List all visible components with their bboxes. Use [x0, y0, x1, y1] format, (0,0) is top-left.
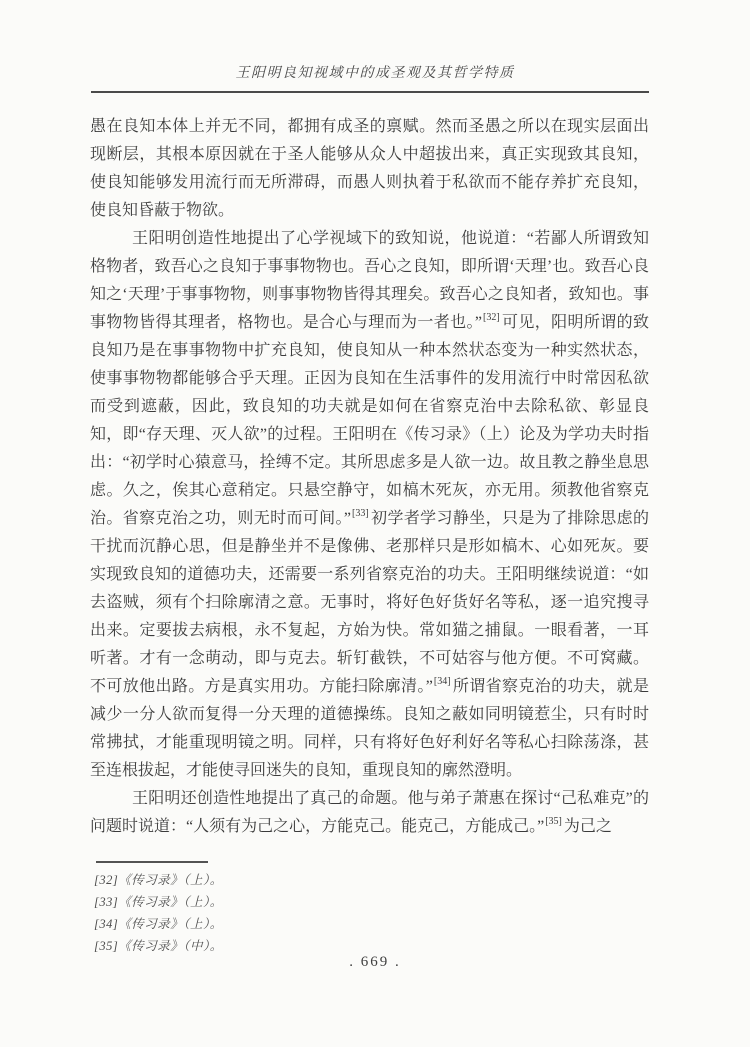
- footnote-separator-rule: [96, 861, 208, 863]
- body-text: [90, 113, 649, 841]
- text-run: 所谓省察克治的功夫，就是减少一分人欲而复得一分天理的道德操练。良知之蔽如同明镜惹尘，只有时时常拂拭，才能重现明镜之明。同样，只有将好色好利好名等私心扫除荡涤，甚至连根拔起，才能使寻回迷失的良知，重现良知的廓然澄明。: [90, 678, 649, 779]
- footnote-marker: [35]: [545, 815, 562, 827]
- text-run: 可见，阳明所谓的致良知乃是在事事物物中扩充良知，使良知从一种本然状态变为一种实然状态，使事事物物都能够合乎天理。正因为良知在生活事件的发用流行中时常因私欲而受到遮蔽，因此，致良知的功夫就是如何在省察克治中去除私欲、彰显良知，即“存天理、灭人欲”的过程。王阳明在《传习录》（上）论及为学功夫时指出：“初学时心猿意马，拴缚不定。其所思虑多是人欲一边。故且教之静坐息思虑。久之，俟其心意稍定。只悬空静守，如槁木死灰，亦无用。须教他省察克治。省察克治之功，则无时而可间。”: [90, 314, 649, 527]
- page-number: . 669 .: [349, 954, 401, 970]
- footnote-line: [34]《传习录》（上）。: [94, 917, 223, 931]
- running-header-title: 王阳明良知视域中的成圣观及其哲学特质: [235, 66, 515, 81]
- text-run: 为己之: [563, 818, 612, 835]
- paragraph: [90, 113, 649, 225]
- header-divider-rule: [91, 91, 649, 93]
- footnote-marker: [32]: [482, 311, 500, 323]
- text-run: 王阳明创造性地提出了心学视域下的致知说，他说道：“若鄙人所谓致知格物者，致吾心之良知于事事物物也。吾心之良知，即所谓‘天理’也。致吾心良知之‘天理’于事事物物，则事事物物皆得其理矣。致吾心之良知者，致知也。事事物物皆得其理者，格物也。是合心与理而为一者也。”: [90, 230, 649, 331]
- footnote-line: [32]《传习录》（上）。: [94, 873, 223, 887]
- footnote-marker: [34]: [433, 675, 451, 687]
- paragraph: [90, 785, 649, 841]
- paragraph: [90, 225, 649, 785]
- footnote-line: [35]《传习录》（中）。: [94, 939, 223, 953]
- footnotes-block: [94, 869, 223, 957]
- text-run: 初学者学习静坐，只是为了排除思虑的干扰而沉静心思，但是静坐并不是像佛、老那样只是形如槁木、心如死灰。要实现致良知的道德功夫，还需要一系列省察克治的功夫。王阳明继续说道：“如去盗贼，须有个扫除廓清之意。无事时，将好色好货好名等私，逐一追究搜寻出来。定要拔去病根，永不复起，方始为快。常如猫之捕鼠。一眼看著，一耳听著。才有一念萌动，即与克去。斩钉截铁，不可姑容与他方便。不可窝藏。不可放他出路。方是真实用功。方能扫除廓清。”: [90, 510, 649, 695]
- footnote-line: [33]《传习录》（上）。: [94, 895, 223, 909]
- text-run: 愚在良知本体上并无不同，都拥有成圣的禀赋。然而圣愚之所以在现实层面出现断层，其根本原因就在于圣人能够从众人中超拔出来，真正实现致其良知，使良知能够发用流行而无所滞碍，而愚人则执着于私欲而不能存养扩充良知，使良知昏蔽于物欲。: [90, 118, 649, 219]
- footnote-marker: [33]: [352, 507, 369, 519]
- text-run: 王阳明还创造性地提出了真己的命题。他与弟子萧惠在探讨“己私难克”的问题时说道：“人须有为己之心，方能克己。能克己，方能成己。”: [90, 790, 649, 835]
